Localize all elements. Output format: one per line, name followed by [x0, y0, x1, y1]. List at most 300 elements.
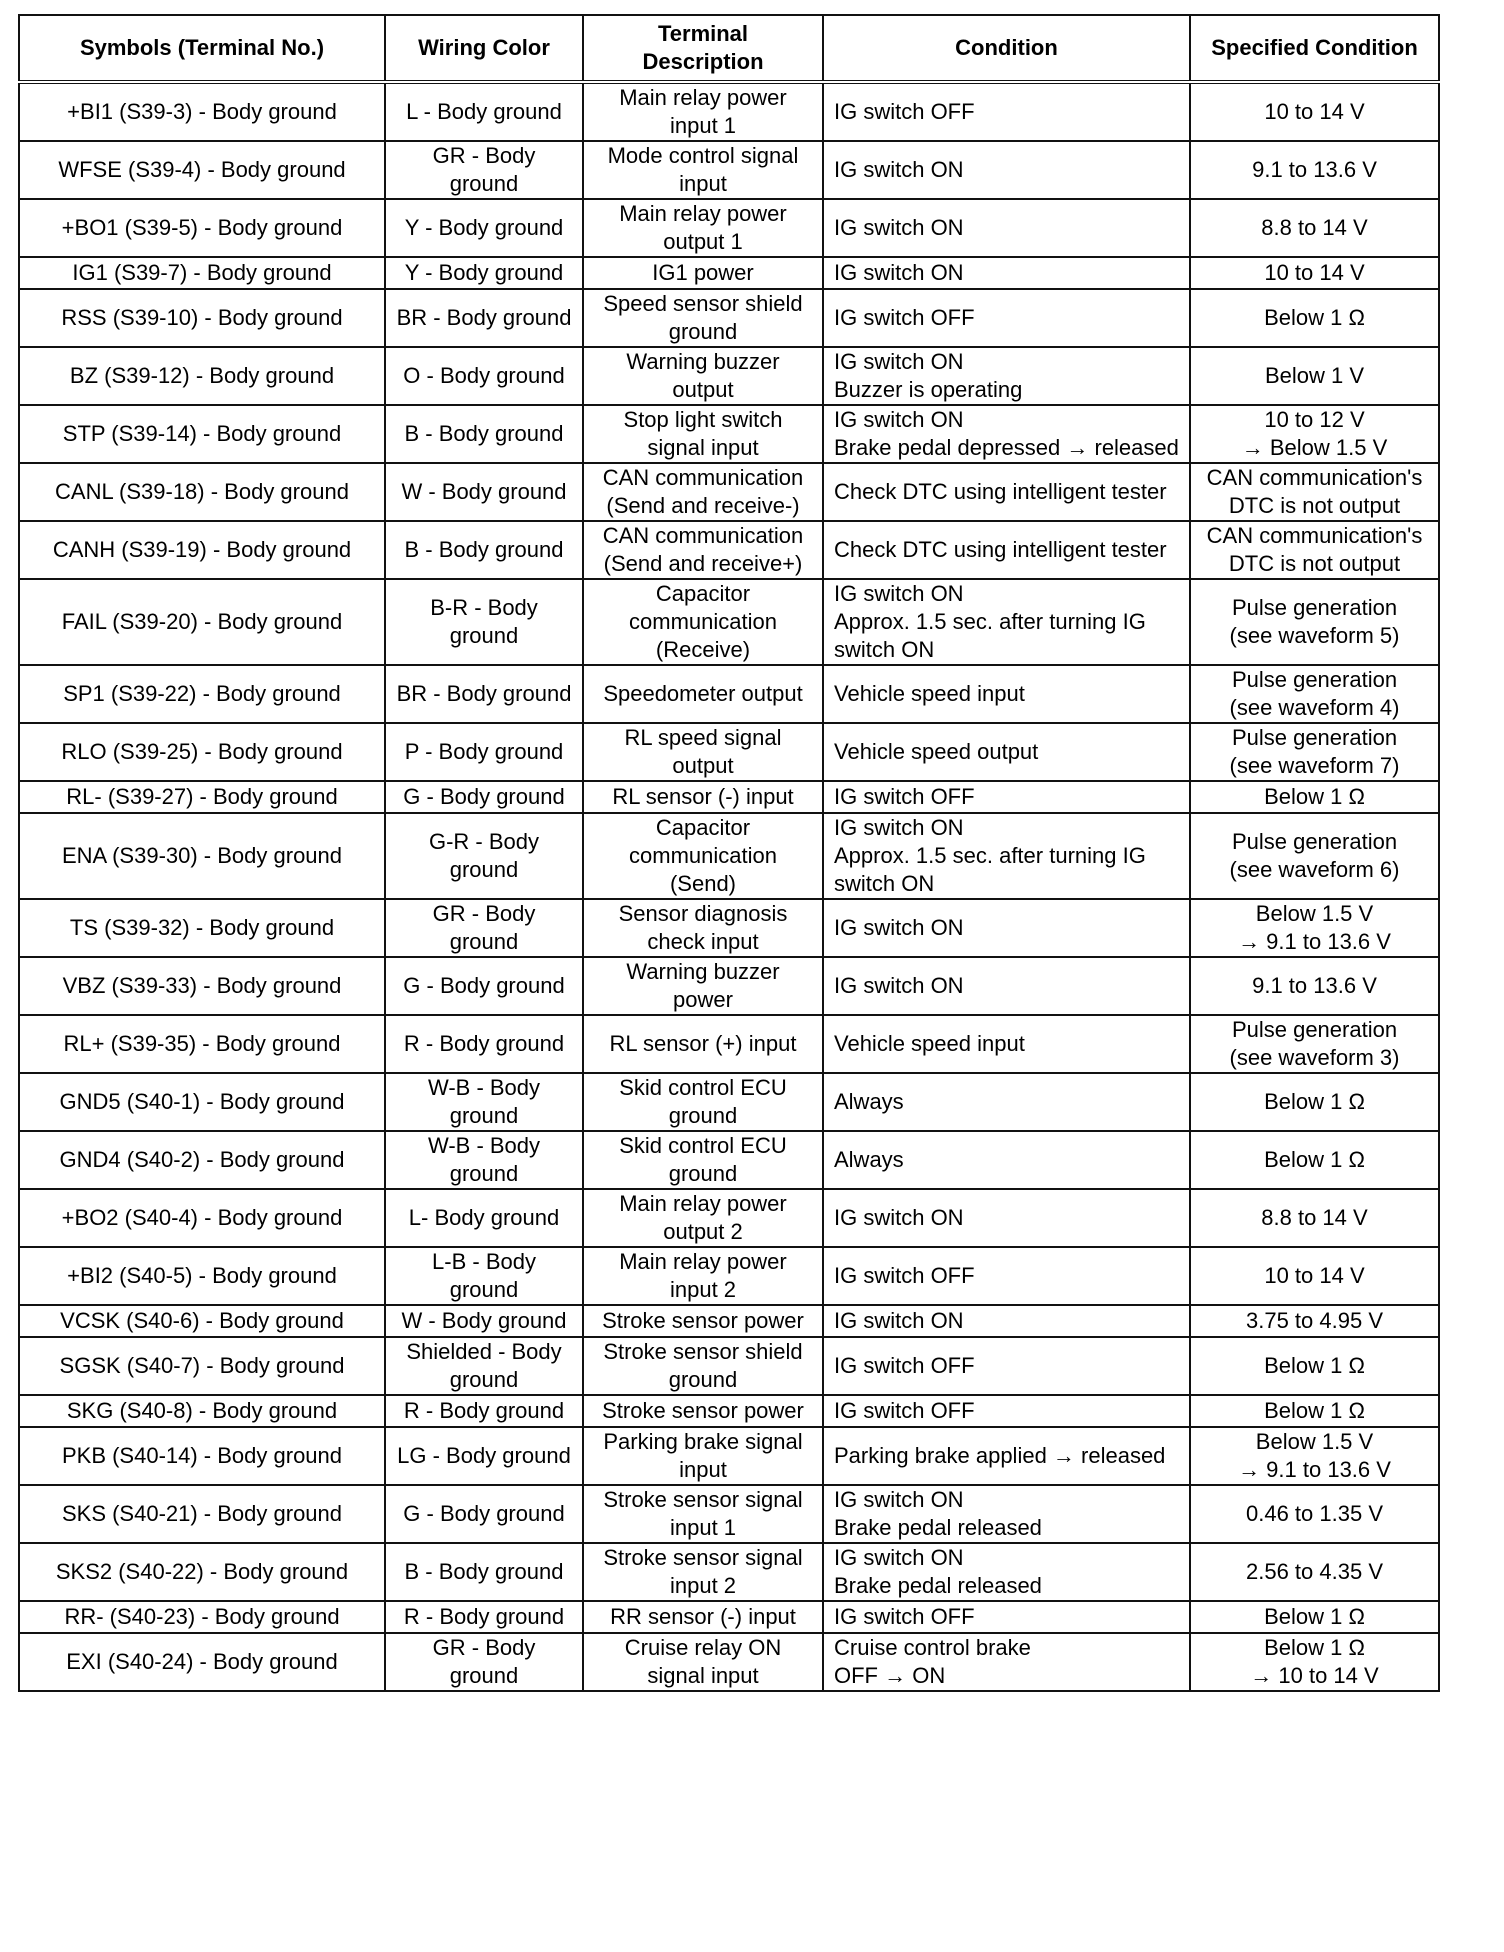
cell-text: Skid control ECU	[619, 1133, 787, 1158]
cell-text: W - Body ground	[401, 479, 567, 504]
cell-text: BR - Body ground	[396, 681, 572, 706]
terminal-description-cell	[583, 781, 823, 813]
cell-text: CAN communication's	[1206, 523, 1423, 548]
header-specified-condition	[1190, 15, 1439, 82]
cell-text: Cruise control brake	[834, 1635, 1031, 1660]
cell-text: RLO (S39-25) - Body ground	[61, 739, 343, 764]
terminal-description-cell	[583, 813, 823, 899]
wiring-color-cell	[385, 1395, 583, 1427]
cell-text: WFSE (S39-4) - Body ground	[58, 157, 346, 182]
cell-text: power	[673, 987, 733, 1012]
cell-text: ground	[449, 1277, 519, 1302]
cell-text: Below 1 Ω	[1264, 784, 1365, 809]
wiring-color-cell	[385, 521, 583, 579]
terminal-description-cell	[583, 1189, 823, 1247]
specified-condition-cell	[1190, 899, 1439, 957]
terminal-description-cell	[583, 141, 823, 199]
cell-text: → 9.1 to 13.6 V	[1238, 1457, 1391, 1482]
table-row	[19, 1543, 1439, 1601]
cell-text: SKS2 (S40-22) - Body ground	[55, 1559, 349, 1584]
wiring-color-cell	[385, 1131, 583, 1189]
table-row	[19, 1633, 1439, 1691]
terminal-description-cell	[583, 1633, 823, 1691]
cell-text: switch ON	[834, 871, 935, 896]
cell-text: Always	[834, 1147, 904, 1172]
table-header	[19, 15, 1439, 82]
condition-cell	[823, 405, 1190, 463]
table-row	[19, 1015, 1439, 1073]
terminal-description-cell	[583, 1395, 823, 1427]
specified-condition-cell	[1190, 579, 1439, 665]
symbol-cell	[19, 1189, 385, 1247]
table-row	[19, 1337, 1439, 1395]
cell-text: TS (S39-32) - Body ground	[69, 915, 335, 940]
cell-text: output	[672, 377, 734, 402]
table-row	[19, 665, 1439, 723]
header-row	[19, 15, 1439, 82]
cell-text: Stroke sensor power	[602, 1398, 804, 1423]
specified-condition-cell	[1190, 1247, 1439, 1305]
cell-text: Vehicle speed input	[834, 681, 1025, 706]
wiring-color-cell	[385, 781, 583, 813]
table-row	[19, 1485, 1439, 1543]
cell-text: IG switch ON	[834, 157, 964, 182]
cell-text: ground	[668, 1161, 738, 1186]
cell-text: BR - Body ground	[396, 305, 572, 330]
header-wiring-color	[385, 15, 583, 82]
table-row	[19, 1601, 1439, 1633]
cell-text: IG switch ON	[834, 973, 964, 998]
cell-text: output	[672, 753, 734, 778]
cell-text: Speedometer output	[603, 681, 803, 706]
cell-text: SKS (S40-21) - Body ground	[61, 1501, 343, 1526]
terminal-description-cell	[583, 1485, 823, 1543]
cell-text: Check DTC using intelligent tester	[834, 537, 1167, 562]
header-text: Wiring Color	[418, 35, 550, 60]
cell-text: Brake pedal released	[834, 1573, 1042, 1598]
cell-text: Cruise relay ON	[624, 1635, 782, 1660]
cell-text: Main relay power	[619, 85, 787, 110]
cell-text: BZ (S39-12) - Body ground	[69, 363, 335, 388]
cell-text: B - Body ground	[404, 537, 564, 562]
terminal-description-cell	[583, 1015, 823, 1073]
header-text: Symbols (Terminal No.)	[79, 35, 325, 60]
cell-text: Capacitor	[655, 581, 751, 606]
wiring-color-cell	[385, 289, 583, 347]
specified-condition-cell	[1190, 1305, 1439, 1337]
terminal-description-cell	[583, 1073, 823, 1131]
symbol-cell	[19, 1015, 385, 1073]
specified-condition-cell	[1190, 521, 1439, 579]
symbol-cell	[19, 899, 385, 957]
condition-cell	[823, 1131, 1190, 1189]
cell-text: GR - Body	[432, 901, 536, 926]
cell-text: B - Body ground	[404, 421, 564, 446]
cell-text: SGSK (S40-7) - Body ground	[59, 1353, 345, 1378]
cell-text: VCSK (S40-6) - Body ground	[60, 1308, 344, 1333]
wiring-color-cell	[385, 1189, 583, 1247]
cell-text: B-R - Body	[430, 595, 538, 620]
cell-text: GND5 (S40-1) - Body ground	[59, 1089, 345, 1114]
cell-text: Buzzer is operating	[834, 377, 1023, 402]
cell-text: Below 1 Ω	[1264, 1353, 1365, 1378]
cell-text: (Receive)	[655, 637, 751, 662]
cell-text: OFF → ON	[834, 1663, 946, 1688]
cell-text: L-B - Body	[432, 1249, 536, 1274]
symbol-cell	[19, 579, 385, 665]
cell-text: EXI (S40-24) - Body ground	[66, 1649, 338, 1674]
wiring-color-cell	[385, 1543, 583, 1601]
cell-text: Below 1.5 V	[1255, 901, 1374, 926]
condition-cell	[823, 521, 1190, 579]
specified-condition-cell	[1190, 781, 1439, 813]
cell-text: (Send and receive+)	[603, 551, 803, 576]
cell-text: Below 1 Ω	[1264, 1089, 1365, 1114]
cell-text: input 1	[669, 113, 737, 138]
cell-text: RL sensor (+) input	[609, 1031, 797, 1056]
cell-text: P - Body ground	[404, 739, 564, 764]
terminal-description-cell	[583, 199, 823, 257]
wiring-color-cell	[385, 199, 583, 257]
terminal-description-cell	[583, 1427, 823, 1485]
condition-cell	[823, 813, 1190, 899]
cell-text: Main relay power	[619, 201, 787, 226]
cell-text: Always	[834, 1089, 904, 1114]
cell-text: Brake pedal released	[834, 1515, 1042, 1540]
condition-cell	[823, 289, 1190, 347]
cell-text: IG switch OFF	[834, 1604, 975, 1629]
wiring-color-cell	[385, 1305, 583, 1337]
table-row	[19, 405, 1439, 463]
terminal-description-cell	[583, 1543, 823, 1601]
cell-text: Shielded - Body	[406, 1339, 562, 1364]
cell-text: input	[679, 1457, 727, 1482]
cell-text: L - Body ground	[406, 99, 562, 124]
cell-text: GR - Body	[432, 1635, 536, 1660]
cell-text: Below 1 V	[1264, 363, 1365, 388]
terminal-table	[18, 14, 1440, 1692]
cell-text: input 2	[669, 1277, 737, 1302]
symbol-cell	[19, 347, 385, 405]
cell-text: ground	[449, 1663, 519, 1688]
wiring-color-cell	[385, 1337, 583, 1395]
symbol-cell	[19, 1247, 385, 1305]
cell-text: Vehicle speed output	[834, 739, 1039, 764]
wiring-color-cell	[385, 1633, 583, 1691]
wiring-color-cell	[385, 82, 583, 141]
symbol-cell	[19, 957, 385, 1015]
table-row	[19, 141, 1439, 199]
table-row	[19, 813, 1439, 899]
table-row	[19, 781, 1439, 813]
table-row	[19, 289, 1439, 347]
symbol-cell	[19, 1337, 385, 1395]
cell-text: IG1 (S39-7) - Body ground	[72, 260, 332, 285]
cell-text: CAN communication	[602, 523, 804, 548]
cell-text: Y - Body ground	[404, 260, 564, 285]
cell-text: input	[679, 171, 727, 196]
table-row	[19, 579, 1439, 665]
cell-text: G - Body ground	[403, 1501, 565, 1526]
specified-condition-cell	[1190, 723, 1439, 781]
cell-text: input 2	[669, 1573, 737, 1598]
cell-text: ENA (S39-30) - Body ground	[61, 843, 343, 868]
wiring-color-cell	[385, 1485, 583, 1543]
cell-text: Pulse generation	[1231, 595, 1398, 620]
cell-text: ground	[449, 623, 519, 648]
specified-condition-cell	[1190, 813, 1439, 899]
table-row	[19, 257, 1439, 289]
cell-text: IG switch OFF	[834, 1353, 975, 1378]
symbol-cell	[19, 199, 385, 257]
cell-text: 9.1 to 13.6 V	[1252, 973, 1377, 998]
cell-text: GND4 (S40-2) - Body ground	[59, 1147, 345, 1172]
cell-text: output 2	[663, 1219, 743, 1244]
symbol-cell	[19, 257, 385, 289]
cell-text: IG switch ON	[834, 1205, 964, 1230]
terminal-description-cell	[583, 579, 823, 665]
cell-text: +BO2 (S40-4) - Body ground	[61, 1205, 343, 1230]
wiring-color-cell	[385, 1247, 583, 1305]
cell-text: signal input	[647, 435, 759, 460]
cell-text: IG switch OFF	[834, 784, 975, 809]
cell-text: RR sensor (-) input	[610, 1604, 796, 1629]
cell-text: (Send)	[669, 871, 737, 896]
cell-text: Check DTC using intelligent tester	[834, 479, 1167, 504]
table-row	[19, 1073, 1439, 1131]
cell-text: ground	[449, 1367, 519, 1392]
cell-text: IG switch ON	[834, 915, 964, 940]
cell-text: IG switch OFF	[834, 1398, 975, 1423]
cell-text: ground	[449, 929, 519, 954]
cell-text: Stroke sensor shield	[603, 1339, 803, 1364]
symbol-cell	[19, 723, 385, 781]
wiring-color-cell	[385, 1601, 583, 1633]
cell-text: Brake pedal depressed → released	[834, 435, 1179, 460]
condition-cell	[823, 1601, 1190, 1633]
condition-cell	[823, 1073, 1190, 1131]
table-row	[19, 1427, 1439, 1485]
condition-cell	[823, 1395, 1190, 1427]
cell-text: IG switch ON	[834, 1308, 964, 1333]
cell-text: 2.56 to 4.35 V	[1246, 1559, 1383, 1584]
table-row	[19, 1131, 1439, 1189]
header-symbols	[19, 15, 385, 82]
condition-cell	[823, 1305, 1190, 1337]
specified-condition-cell	[1190, 1601, 1439, 1633]
cell-text: DTC is not output	[1228, 493, 1401, 518]
cell-text: ground	[668, 319, 738, 344]
condition-cell	[823, 723, 1190, 781]
terminal-description-cell	[583, 521, 823, 579]
header-condition	[823, 15, 1190, 82]
condition-cell	[823, 347, 1190, 405]
table-row	[19, 899, 1439, 957]
condition-cell	[823, 1337, 1190, 1395]
cell-text: +BI2 (S40-5) - Body ground	[67, 1263, 337, 1288]
terminal-description-cell	[583, 1247, 823, 1305]
table-row	[19, 1189, 1439, 1247]
header-text: Specified Condition	[1211, 35, 1418, 60]
cell-text: → 10 to 14 V	[1250, 1663, 1379, 1688]
specified-condition-cell	[1190, 1131, 1439, 1189]
table-row	[19, 199, 1439, 257]
cell-text: IG switch OFF	[834, 1263, 975, 1288]
cell-text: R - Body ground	[403, 1604, 565, 1629]
cell-text: IG switch ON	[834, 260, 964, 285]
header-text: Description	[642, 49, 764, 74]
specified-condition-cell	[1190, 405, 1439, 463]
cell-text: IG switch ON	[834, 581, 964, 606]
symbol-cell	[19, 665, 385, 723]
cell-text: L- Body ground	[408, 1205, 560, 1230]
cell-text: RSS (S39-10) - Body ground	[61, 305, 343, 330]
cell-text: RL+ (S39-35) - Body ground	[63, 1031, 341, 1056]
cell-text: ground	[449, 1161, 519, 1186]
cell-text: Below 1 Ω	[1264, 1147, 1365, 1172]
cell-text: DTC is not output	[1228, 551, 1401, 576]
specified-condition-cell	[1190, 1073, 1439, 1131]
wiring-color-cell	[385, 405, 583, 463]
cell-text: G - Body ground	[403, 973, 565, 998]
table-row	[19, 1247, 1439, 1305]
header-text: Terminal	[657, 21, 749, 46]
cell-text: Sensor diagnosis	[618, 901, 788, 926]
terminal-description-cell	[583, 1131, 823, 1189]
cell-text: VBZ (S39-33) - Body ground	[62, 973, 342, 998]
table-row	[19, 957, 1439, 1015]
specified-condition-cell	[1190, 1633, 1439, 1691]
table-body	[19, 82, 1439, 1691]
cell-text: 8.8 to 14 V	[1261, 215, 1368, 240]
cell-text: Mode control signal	[607, 143, 799, 168]
cell-text: Below 1 Ω	[1264, 1635, 1365, 1660]
cell-text: CAN communication	[602, 465, 804, 490]
header-terminal-description	[583, 15, 823, 82]
condition-cell	[823, 1633, 1190, 1691]
specified-condition-cell	[1190, 1427, 1439, 1485]
cell-text: (see waveform 4)	[1229, 695, 1400, 720]
terminal-description-cell	[583, 957, 823, 1015]
cell-text: Speed sensor shield	[603, 291, 803, 316]
cell-text: Main relay power	[619, 1191, 787, 1216]
cell-text: CAN communication's	[1206, 465, 1423, 490]
cell-text: 3.75 to 4.95 V	[1246, 1308, 1383, 1333]
wiring-color-cell	[385, 813, 583, 899]
symbol-cell	[19, 1485, 385, 1543]
cell-text: Stroke sensor signal	[603, 1487, 803, 1512]
terminal-description-cell	[583, 347, 823, 405]
specified-condition-cell	[1190, 1485, 1439, 1543]
condition-cell	[823, 957, 1190, 1015]
cell-text: Skid control ECU	[619, 1075, 787, 1100]
cell-text: Below 1 Ω	[1264, 1398, 1365, 1423]
cell-text: Parking brake applied → released	[834, 1443, 1166, 1468]
condition-cell	[823, 1189, 1190, 1247]
cell-text: 0.46 to 1.35 V	[1246, 1501, 1383, 1526]
cell-text: W-B - Body	[427, 1075, 541, 1100]
cell-text: SP1 (S39-22) - Body ground	[63, 681, 341, 706]
cell-text: PKB (S40-14) - Body ground	[61, 1443, 343, 1468]
cell-text: 10 to 12 V	[1264, 407, 1365, 432]
wiring-color-cell	[385, 899, 583, 957]
cell-text: ground	[668, 1367, 738, 1392]
cell-text: Below 1 Ω	[1264, 1604, 1365, 1629]
specified-condition-cell	[1190, 665, 1439, 723]
condition-cell	[823, 1427, 1190, 1485]
header-text: Condition	[955, 35, 1058, 60]
cell-text: Pulse generation	[1231, 1017, 1398, 1042]
wiring-color-cell	[385, 141, 583, 199]
cell-text: IG switch ON	[834, 1487, 964, 1512]
cell-text: ground	[449, 857, 519, 882]
cell-text: +BO1 (S39-5) - Body ground	[61, 215, 343, 240]
wiring-color-cell	[385, 257, 583, 289]
condition-cell	[823, 82, 1190, 141]
cell-text: LG - Body ground	[397, 1443, 571, 1468]
condition-cell	[823, 1543, 1190, 1601]
cell-text: W-B - Body	[427, 1133, 541, 1158]
specified-condition-cell	[1190, 1543, 1439, 1601]
specified-condition-cell	[1190, 141, 1439, 199]
cell-text: 8.8 to 14 V	[1261, 1205, 1368, 1230]
cell-text: CANH (S39-19) - Body ground	[52, 537, 352, 562]
specified-condition-cell	[1190, 463, 1439, 521]
symbol-cell	[19, 289, 385, 347]
cell-text: GR - Body	[432, 143, 536, 168]
cell-text: ground	[668, 1103, 738, 1128]
wiring-color-cell	[385, 723, 583, 781]
symbol-cell	[19, 813, 385, 899]
symbol-cell	[19, 1633, 385, 1691]
terminal-description-cell	[583, 463, 823, 521]
cell-text: 10 to 14 V	[1264, 1263, 1365, 1288]
cell-text: 9.1 to 13.6 V	[1252, 157, 1377, 182]
terminal-description-cell	[583, 289, 823, 347]
terminal-description-cell	[583, 899, 823, 957]
cell-text: Below 1 Ω	[1264, 305, 1365, 330]
specified-condition-cell	[1190, 347, 1439, 405]
cell-text: switch ON	[834, 637, 935, 662]
symbol-cell	[19, 1131, 385, 1189]
condition-cell	[823, 1015, 1190, 1073]
cell-text: IG switch ON	[834, 1545, 964, 1570]
terminal-description-cell	[583, 1601, 823, 1633]
cell-text: O - Body ground	[403, 363, 565, 388]
cell-text: Main relay power	[619, 1249, 787, 1274]
specified-condition-cell	[1190, 82, 1439, 141]
cell-text: (see waveform 3)	[1229, 1045, 1400, 1070]
cell-text: IG switch ON	[834, 815, 964, 840]
symbol-cell	[19, 1601, 385, 1633]
condition-cell	[823, 665, 1190, 723]
cell-text: 10 to 14 V	[1264, 99, 1365, 124]
symbol-cell	[19, 405, 385, 463]
terminal-description-cell	[583, 257, 823, 289]
cell-text: IG1 power	[652, 260, 754, 285]
condition-cell	[823, 1485, 1190, 1543]
table-row	[19, 463, 1439, 521]
symbol-cell	[19, 82, 385, 141]
wiring-color-cell	[385, 665, 583, 723]
condition-cell	[823, 1247, 1190, 1305]
table-row	[19, 1395, 1439, 1427]
cell-text: communication	[629, 843, 777, 868]
cell-text: communication	[629, 609, 777, 634]
cell-text: RL- (S39-27) - Body ground	[66, 784, 338, 809]
table-row	[19, 347, 1439, 405]
cell-text: CANL (S39-18) - Body ground	[55, 479, 349, 504]
